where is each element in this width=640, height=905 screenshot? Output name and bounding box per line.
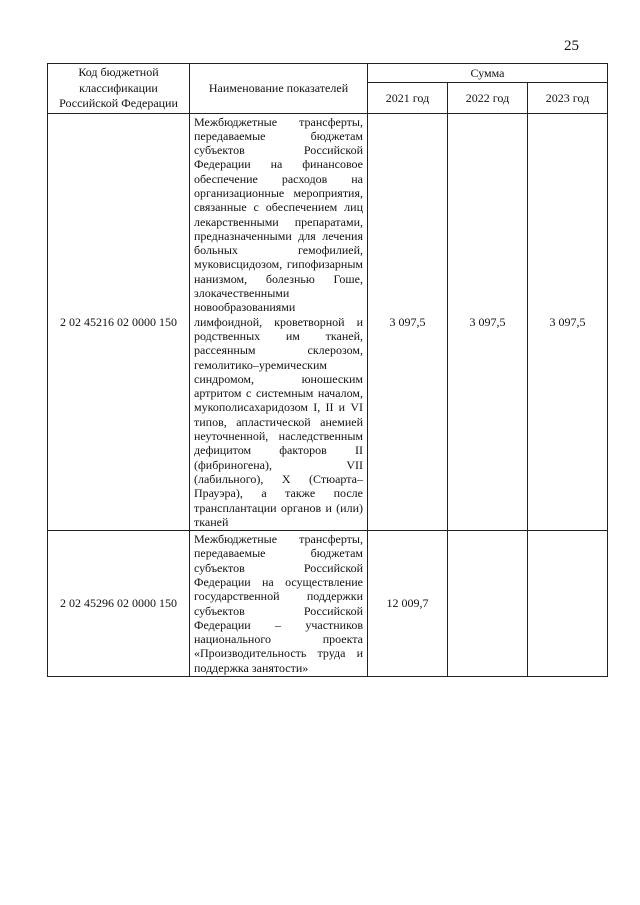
row-amount-2021: 12 009,7 [368, 531, 448, 677]
row-name: Межбюджетные трансферты, передаваемые бюджетам субъектов Российской Федерации на осуществление государственной поддержки субъектов Российской Федерации – участников национального проекта «Производительность труда и поддержка занятости» [190, 531, 368, 677]
row-code: 2 02 45216 02 0000 150 [48, 113, 190, 531]
page-number: 25 [564, 38, 579, 54]
header-year-2022: 2022 год [448, 82, 528, 113]
header-year-2021: 2021 год [368, 82, 448, 113]
row-amount-2023: 3 097,5 [528, 113, 608, 531]
header-sum: Сумма [368, 64, 608, 83]
row-name: Межбюджетные трансферты, передаваемые бюджетам субъектов Российской Федерации на финансовое обеспечение расходов на организационные мероприятия, связанные с обеспечением лиц лекарственными препаратами, предназначенными для лечения больных гемофилией, муковисцидозом, гипофизарным нанизмом, болезнью Гоше, злокачественными новообразованиями лимфоидной, кроветворной и родственных им тканей, рассеянным склерозом, гемолитико–уремическим синдромом, юношеским артритом с системным началом, мукополисахаридозом I, II и VI типов, апластической анемией неуточненной, наследственным дефицитом факторов II (фибриногена), VII (лабильного), X (Стюарта–Прауэра), а также после трансплантации органов и (или) тканей [190, 113, 368, 531]
row-code: 2 02 45296 02 0000 150 [48, 531, 190, 677]
row-amount-2023 [528, 531, 608, 677]
header-code: Код бюджетной классификации Российской Федерации [48, 64, 190, 114]
row-amount-2022: 3 097,5 [448, 113, 528, 531]
budget-table [47, 63, 608, 677]
table-row [48, 113, 608, 531]
table-row [48, 531, 608, 677]
header-year-2023: 2023 год [528, 82, 608, 113]
row-amount-2022 [448, 531, 528, 677]
row-amount-2021: 3 097,5 [368, 113, 448, 531]
header-name: Наименование показателей [190, 64, 368, 114]
